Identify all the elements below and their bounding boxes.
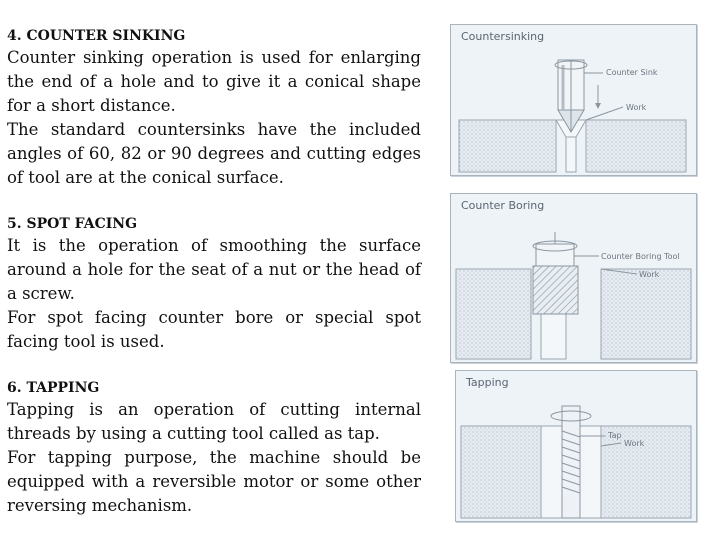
figure-title: Counter Boring: [461, 199, 545, 212]
section-tapping: [7, 378, 421, 518]
figure-title: Tapping: [466, 376, 509, 389]
paragraph: The standard countersinks have the included angles of 60, 82 or 90 degrees and cutting edges of tool are at the conical surface.: [7, 120, 421, 187]
paragraph: For spot facing counter bore or special spot facing tool is used.: [7, 308, 421, 351]
heading-tapping: 6. TAPPING: [7, 380, 100, 396]
paragraph: Counter sinking operation is used for enlarging the end of a hole and to give it a conical shape for a short distance.: [7, 48, 421, 115]
counter-boring-figure: [450, 193, 697, 363]
paragraph: For tapping purpose, the machine should be equipped with a reversible motor or some other reversing mechanism.: [7, 448, 421, 515]
heading-counter-sinking: 4. COUNTER SINKING: [7, 28, 186, 44]
countersinking-figure: [450, 24, 697, 176]
tapping-diagram: [456, 371, 696, 521]
section-counter-sinking: [7, 26, 421, 190]
work-label: Work: [639, 270, 660, 279]
tap-label: Tap: [608, 431, 622, 440]
tapping-figure: [455, 370, 697, 522]
figure-title: Countersinking: [461, 30, 545, 43]
paragraph: Tapping is an operation of cutting internal threads by using a cutting tool called as tap.: [7, 400, 421, 443]
countersinking-diagram: [451, 25, 696, 175]
counter-sink-label: Counter Sink: [606, 68, 658, 77]
paragraph: It is the operation of smoothing the surface around a hole for the seat of a nut or the head of a screw.: [7, 236, 421, 303]
heading-spot-facing: 5. SPOT FACING: [7, 216, 138, 232]
section-spot-facing: [7, 214, 421, 354]
work-label: Work: [626, 103, 647, 112]
counter-boring-tool-label: Counter Boring Tool: [601, 252, 680, 261]
work-label: Work: [624, 439, 645, 448]
